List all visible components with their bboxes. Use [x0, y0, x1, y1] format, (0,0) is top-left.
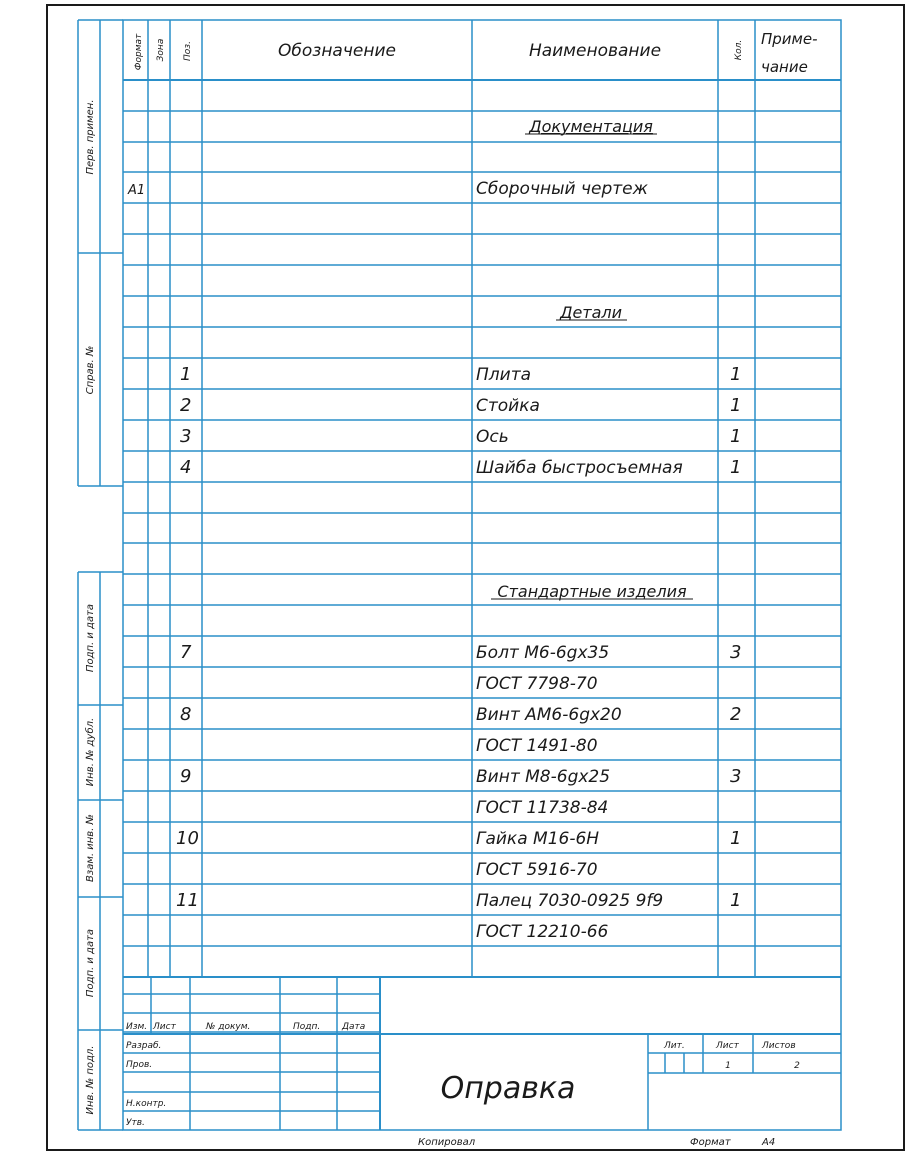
tb-list: Лист — [153, 1022, 176, 1032]
tb-utv: Утв. — [126, 1118, 145, 1128]
row-std10-qty: 1 — [730, 828, 742, 849]
row-part1-qty: 1 — [730, 364, 742, 385]
row-part1-pos: 1 — [180, 364, 192, 385]
row-std9-name: Винт М8-6gx25 — [476, 767, 611, 787]
tb-data: Дата — [342, 1022, 366, 1032]
footer — [418, 1137, 775, 1148]
tb-lit: Лит. — [664, 1041, 685, 1051]
tb-n-dokum: № докум. — [206, 1022, 251, 1032]
sheet-border — [47, 5, 904, 1150]
row-std11-name: Палец 7030-0925 9f9 — [476, 891, 664, 911]
side-podp-data-1: Подп. и дата — [85, 603, 96, 673]
row-std11-gost: ГОСТ 12210-66 — [476, 922, 609, 942]
side-inv-dubl: Инв. № дубл. — [85, 717, 96, 787]
side-vzam-inv: Взам. инв. № — [85, 814, 96, 882]
row-part2-name: Стойка — [476, 396, 540, 416]
row-part1-name: Плита — [476, 365, 532, 385]
tb-prov: Пров. — [126, 1060, 153, 1070]
title-block — [126, 1022, 800, 1128]
row-assembly-format: А1 — [128, 183, 146, 198]
side-perv-primen: Перв. примен. — [85, 99, 96, 175]
section-documentation: Документация — [529, 117, 653, 136]
header-name: Наименование — [528, 41, 662, 61]
side-sprav: Справ. № — [85, 345, 96, 395]
header-zone: Зона — [156, 38, 166, 62]
header-designation: Обозначение — [278, 41, 396, 61]
footer-copied: Копировал — [418, 1137, 476, 1148]
side-podp-data-2: Подп. и дата — [85, 928, 96, 998]
row-std8-name: Винт АМ6-6gx20 — [476, 705, 622, 725]
row-std7-qty: 3 — [730, 642, 742, 663]
footer-format-label: Формат — [690, 1137, 731, 1148]
tb-n-kontr: Н.контр. — [126, 1099, 167, 1109]
side-labels — [84, 99, 96, 1114]
row-std8-gost: ГОСТ 1491-80 — [476, 736, 598, 756]
header-note-1: Приме- — [761, 30, 818, 48]
row-std9-gost: ГОСТ 11738-84 — [476, 798, 609, 818]
row-std9-qty: 3 — [730, 766, 742, 787]
row-part2-pos: 2 — [180, 395, 192, 416]
row-assembly-name: Сборочный чертеж — [476, 179, 648, 199]
row-std9-pos: 9 — [180, 766, 192, 787]
header-qty: Кол. — [734, 39, 744, 61]
row-part2-qty: 1 — [730, 395, 742, 416]
section-parts: Детали — [559, 303, 623, 322]
spec-grid — [78, 20, 841, 1130]
tb-title: Оправка — [440, 1071, 576, 1106]
row-std10-gost: ГОСТ 5916-70 — [476, 860, 598, 880]
tb-izm: Изм. — [126, 1022, 148, 1032]
row-std8-qty: 2 — [730, 704, 742, 725]
tb-podp: Подп. — [293, 1022, 321, 1032]
row-part4-pos: 4 — [180, 457, 192, 478]
header-format: Формат — [134, 33, 144, 71]
row-std8-pos: 8 — [180, 704, 192, 725]
spec-rows — [127, 179, 741, 942]
section-standard: Стандартные изделия — [497, 582, 687, 601]
tb-razrab: Разраб. — [126, 1041, 162, 1051]
row-part3-name: Ось — [476, 427, 509, 447]
spec-header — [134, 30, 818, 76]
row-std11-pos: 11 — [176, 890, 199, 911]
header-note-2: чание — [761, 58, 808, 76]
header-pos: Поз. — [183, 41, 193, 61]
tb-list-value: 1 — [725, 1061, 731, 1071]
row-std10-pos: 10 — [176, 828, 199, 849]
row-std10-name: Гайка М16-6Н — [476, 829, 600, 849]
tb-listov-value: 2 — [794, 1061, 800, 1071]
tb-list-label: Лист — [716, 1041, 739, 1051]
row-part3-pos: 3 — [180, 426, 192, 447]
row-part4-name: Шайба быстросъемная — [476, 458, 683, 478]
row-std7-pos: 7 — [180, 642, 192, 663]
footer-format-value: А4 — [762, 1137, 776, 1148]
tb-listov-label: Листов — [762, 1041, 796, 1051]
row-part3-qty: 1 — [730, 426, 742, 447]
row-std7-gost: ГОСТ 7798-70 — [476, 674, 598, 694]
row-part4-qty: 1 — [730, 457, 742, 478]
row-std11-qty: 1 — [730, 890, 742, 911]
row-std7-name: Болт М6-6gx35 — [476, 643, 610, 663]
side-inv-podl: Инв. № подл. — [85, 1045, 96, 1115]
